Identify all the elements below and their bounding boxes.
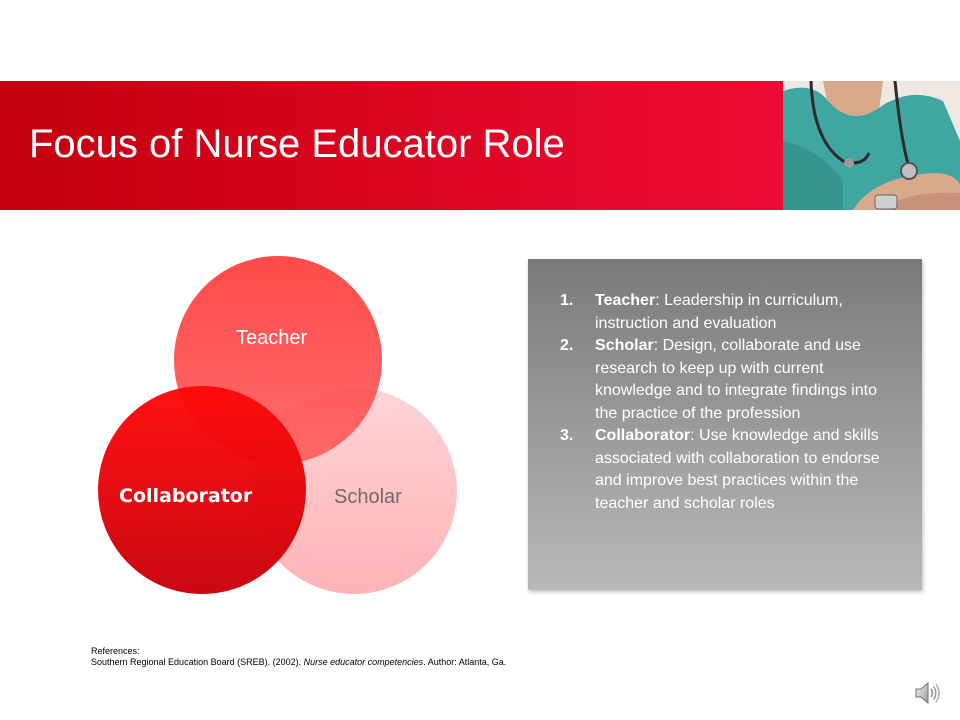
roles-list bbox=[560, 290, 890, 515]
citation-title: Nurse educator competencies bbox=[303, 657, 424, 667]
role-item-teacher bbox=[560, 290, 890, 335]
citation-prefix: Southern Regional Education Board (SREB). (2002). bbox=[91, 657, 304, 667]
collaborator-label: Collaborator bbox=[119, 485, 253, 507]
references-citation bbox=[91, 657, 506, 668]
role-number: 1. bbox=[560, 292, 574, 309]
references bbox=[91, 646, 506, 668]
role-item-scholar bbox=[560, 335, 890, 425]
role-number: 3. bbox=[560, 427, 574, 444]
role-description: : Leadership in curriculum, instruction and evaluation bbox=[595, 292, 843, 332]
role-number: 2. bbox=[560, 337, 574, 354]
nurse-photo bbox=[783, 81, 960, 210]
role-item-collaborator bbox=[560, 425, 890, 515]
role-venn-diagram bbox=[96, 250, 466, 600]
role-description: : Use knowledge and skills associated with collaboration to endorse and improve best practices within the teacher and scholar roles bbox=[595, 427, 880, 512]
teacher-label: Teacher bbox=[236, 327, 308, 349]
slide-title: Focus of Nurse Educator Role bbox=[29, 122, 565, 166]
nurse-photo-illustration bbox=[783, 81, 960, 210]
scholar-label: Scholar bbox=[334, 486, 402, 508]
references-heading: References: bbox=[91, 646, 140, 656]
roles-panel bbox=[528, 259, 922, 590]
citation-suffix: . Author: Atlanta, Ga. bbox=[423, 657, 507, 667]
role-description: : Design, collaborate and use research to keep up with current knowledge and to integrate findings into the practice of the profession bbox=[595, 337, 877, 422]
speaker-icon[interactable] bbox=[914, 680, 942, 706]
role-term: Scholar bbox=[595, 337, 654, 354]
role-term: Collaborator bbox=[595, 427, 691, 444]
role-term: Teacher bbox=[595, 292, 656, 309]
